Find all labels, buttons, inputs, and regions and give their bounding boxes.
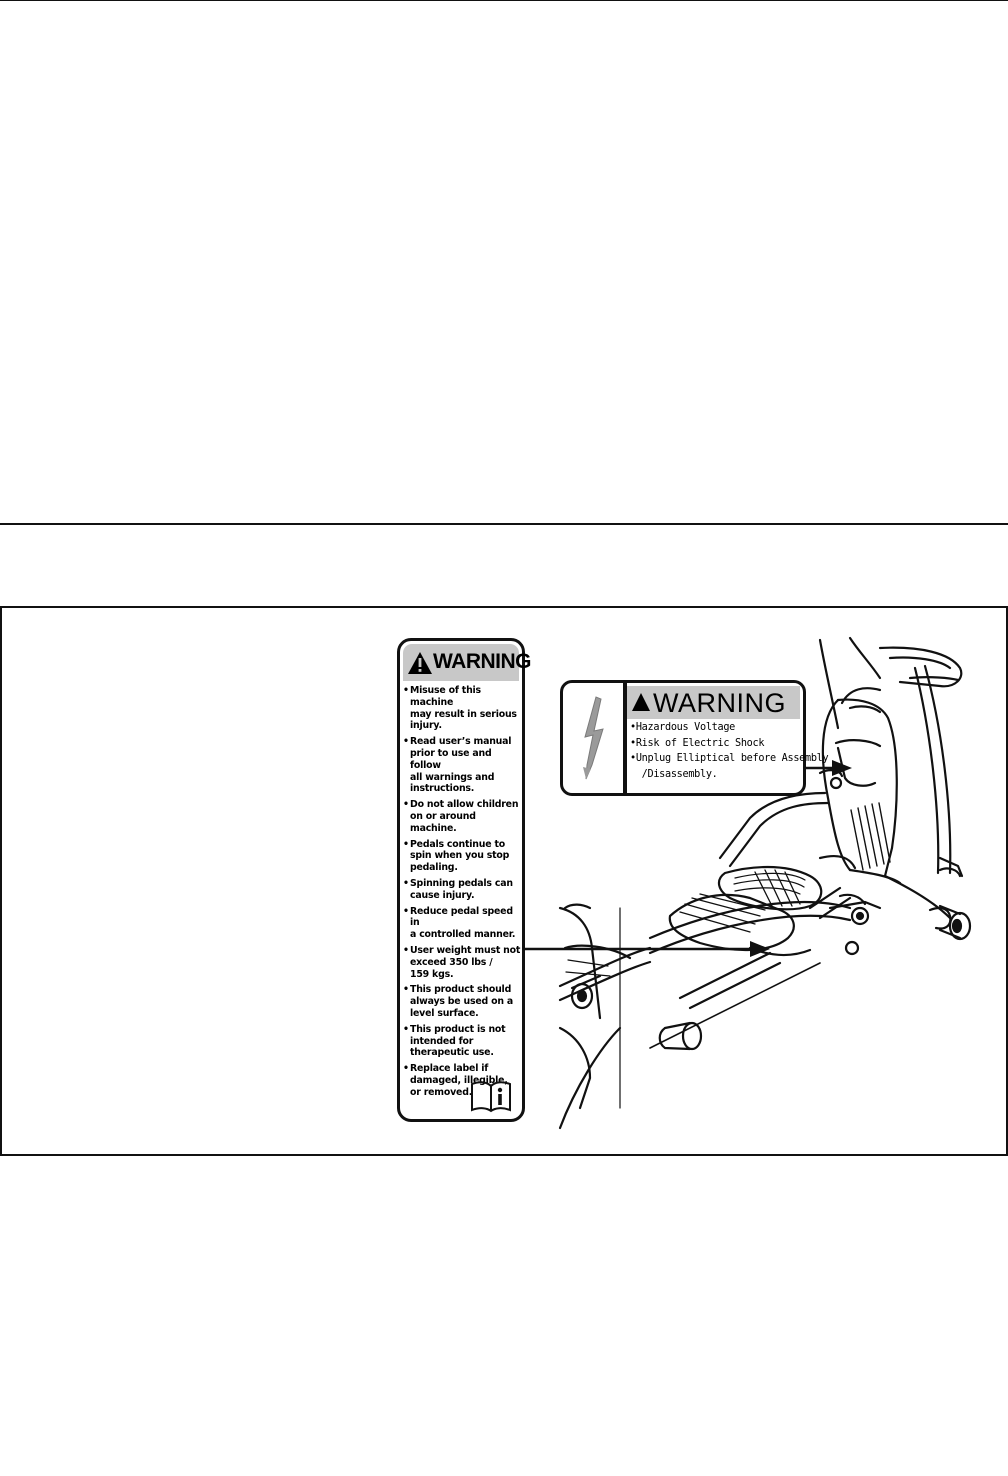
warning-label-header [627, 686, 800, 719]
lightning-bolt-icon [563, 683, 623, 793]
warning-label-header [403, 644, 531, 681]
warning-triangle-icon [631, 692, 651, 712]
warning-item: •Hazardous Voltage [630, 722, 736, 733]
warning-item: • Misuse of this machine may result in serious injury. [403, 685, 521, 732]
warning-item: • User weight must not exceed 350 lbs / 159 kgs. [403, 945, 521, 980]
warning-item: • Do not allow children on or around machine. [403, 799, 521, 834]
warning-item: /Disassembly. [630, 768, 718, 780]
warning-item: • Replace label if damaged, illegible, or removed. [403, 1063, 521, 1098]
warning-item: • This product should always be used on a level surface. [403, 984, 521, 1019]
warning-label-title: WARNING [653, 688, 786, 718]
user-manual-book-icon [470, 1078, 512, 1112]
warning-item: •Unplug Elliptical before Assembly [630, 753, 829, 764]
warning-item: • Spinning pedals can cause injury. [403, 878, 521, 902]
warning-item-list [630, 720, 828, 782]
electrical-warning-label [560, 680, 829, 796]
warning-label-title: WARNING [433, 650, 531, 673]
warning-triangle-icon [407, 651, 433, 675]
warning-item: • Read user’s manual prior to use and follow all warnings and instructions. [403, 736, 521, 795]
warning-item-list [403, 685, 521, 1103]
warning-item: • Pedals continue to spin when you stop pedaling. [403, 839, 521, 874]
voltage-symbol-panel [563, 683, 627, 793]
warning-item: • This product is not intended for therapeutic use. [403, 1024, 521, 1059]
warning-item: •Risk of Electric Shock [630, 737, 765, 749]
pedal-warning-label [397, 638, 531, 1122]
warning-item: • Reduce pedal speed in a controlled manner. [403, 906, 521, 941]
